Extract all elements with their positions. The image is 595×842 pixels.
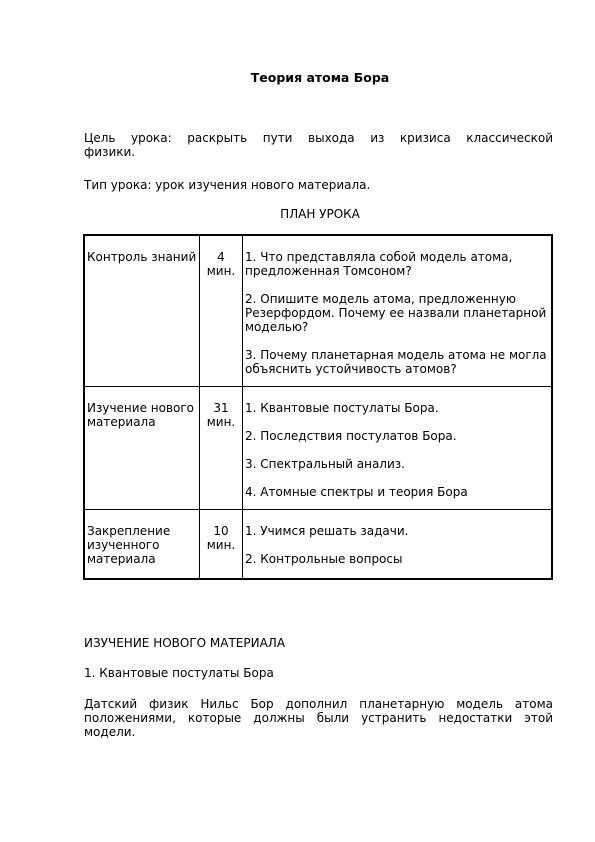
lesson-goal: Цель урока: раскрыть пути выхода из кризиса классической физики.	[84, 131, 553, 159]
body-paragraph: Датский физик Нильс Бор дополнил планетарную модель атома положениями, которые должны были устранить недостатки этой модели.	[84, 697, 553, 739]
items-cell	[243, 387, 553, 510]
stage-cell: Контроль знаний	[84, 235, 200, 387]
lesson-type: Тип урока: урок изучения нового материала.	[84, 178, 371, 192]
list-item: 1. Квантовые постулаты Бора.	[245, 401, 439, 415]
stage-cell: Изучение нового материала	[84, 387, 200, 510]
list-item: 2. Последствия постулатов Бора.	[245, 429, 457, 443]
list-item: 1. Учимся решать задачи.	[245, 524, 409, 538]
list-item: 2. Опишите модель атома, предложенную Резерфордом. Почему ее назвали планетарной моделью?	[245, 292, 547, 334]
time-cell: 4 мин.	[200, 235, 243, 387]
table-row	[84, 387, 552, 510]
time-cell: 10 мин.	[200, 510, 243, 580]
items-cell	[243, 235, 553, 387]
list-item: 4. Атомные спектры и теория Бора	[245, 485, 468, 499]
list-item: 1. Что представляла собой модель атома, предложенная Томсоном?	[245, 250, 513, 278]
table-row	[84, 510, 552, 580]
plan-heading: ПЛАН УРОКА	[280, 207, 360, 221]
document-title: Теория атома Бора	[250, 70, 390, 85]
stage-cell: Закрепление изученного материала	[84, 510, 200, 580]
list-item: 2. Контрольные вопросы	[245, 552, 403, 566]
table-row	[84, 235, 552, 387]
items-cell	[243, 510, 553, 580]
list-item: 3. Спектральный анализ.	[245, 457, 405, 471]
subsection-heading: 1. Квантовые постулаты Бора	[84, 666, 274, 680]
section-heading: ИЗУЧЕНИЕ НОВОГО МАТЕРИАЛА	[84, 636, 286, 650]
time-cell: 31 мин.	[200, 387, 243, 510]
lesson-plan-table	[83, 234, 553, 580]
list-item: 3. Почему планетарная модель атома не могла объяснить устойчивость атомов?	[245, 348, 547, 376]
